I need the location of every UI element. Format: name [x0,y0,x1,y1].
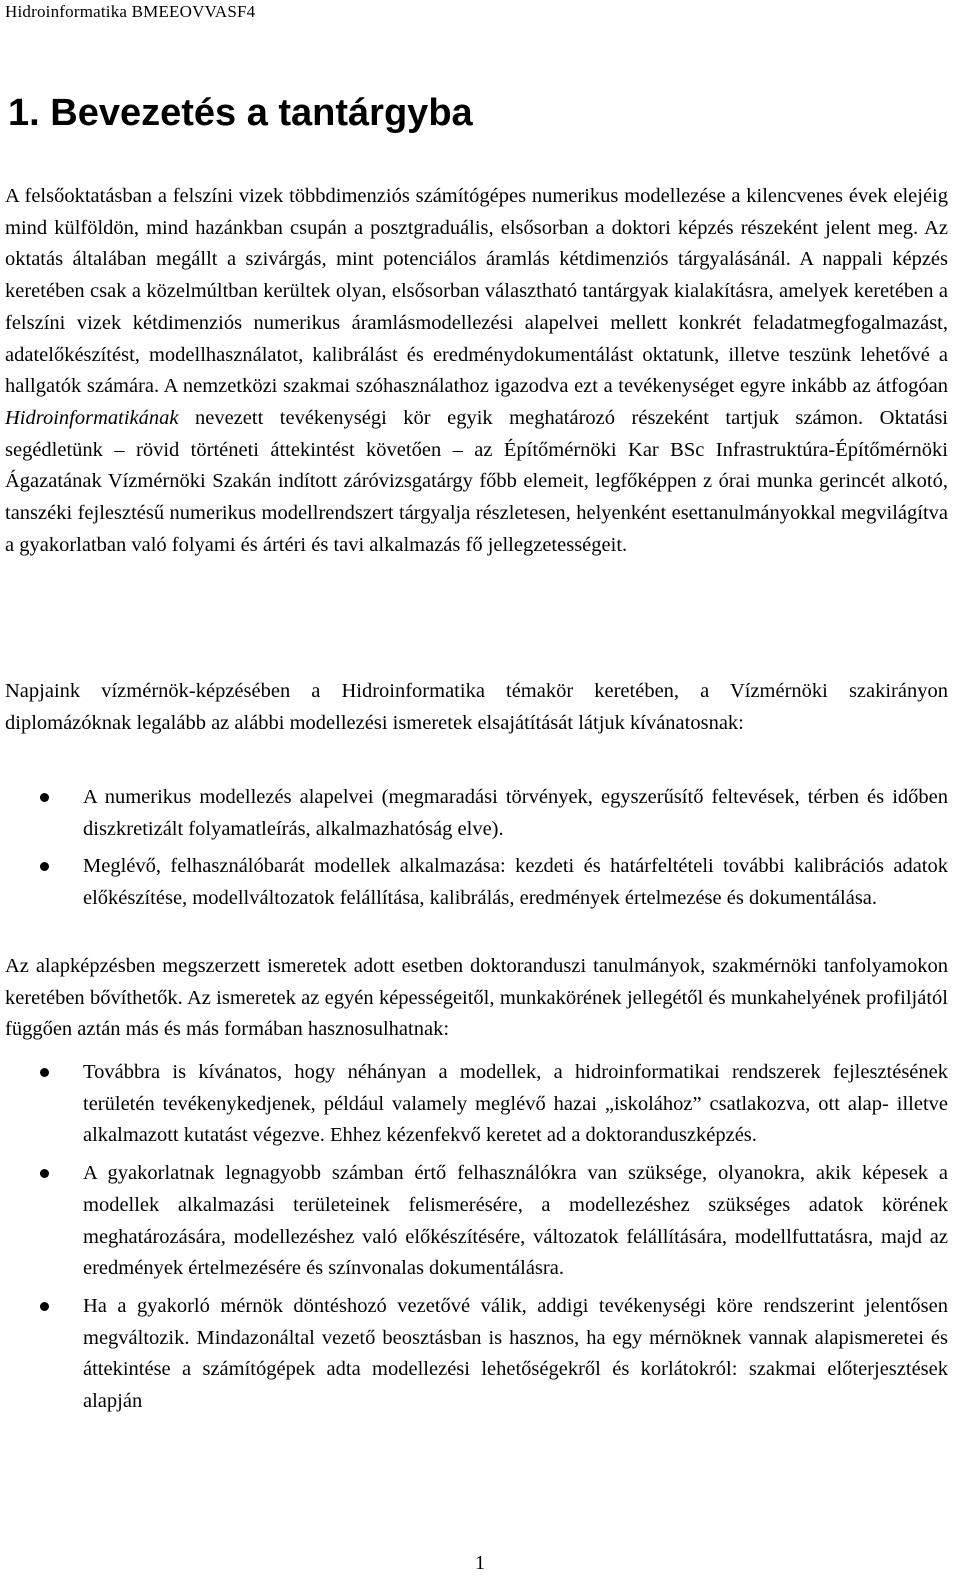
intro-paragraph-italic-term: Hidroinformatikának [5,406,179,429]
bullet-icon [40,793,49,802]
intro-paragraph [5,181,948,561]
chapter-title: 1. Bevezetés a tantárgyba [8,92,473,134]
career-paths-list [0,1057,948,1424]
list-item [0,1158,948,1285]
list-item-text: Ha a gyakorló mérnök döntéshozó vezetővé válik, addigi tevékenységi köre rendszerint jelentősen megváltozik. Mindazonáltal vezető beosztásban is hasznos, ha egy mérnöknek vannak alapismeretei és áttekintése a számítógépek adta modellezési lehetőségekről és korlátokról: szakmai előterjesztések alapján [83,1294,948,1413]
list-item [0,851,948,914]
list-item-text: A numerikus modellezés alapelvei (megmaradási törvények, egyszerűsítő feltevések, térben és időben diszkretizált folyamatleírás, alkalmazhatóság elve). [83,786,948,840]
requirements-paragraph: Napjaink vízmérnök-képzésében a Hidroinformatika témakör keretében, a Vízmérnöki szakirányon diplomázóknak legalább az alábbi modellezési ismeretek elsajátítását látjuk kívánatosnak: [5,680,948,734]
page-number: 1 [475,1552,485,1574]
bullet-icon [40,862,49,871]
bullet-icon [40,1169,49,1178]
list-item [0,1057,948,1152]
intro-paragraph-part1: A felsőoktatásban a felszíni vizek többdimenziós számítógépes numerikus modellezése a kilencvenes évek elejéig mind külföldön, mind hazánkban csupán a posztgraduális, elsősorban a doktori képzés részeként jelent meg. Az oktatás általában megállt a szivárgás, mint potenciálos áramlás kétdimenziós tárgyalásánál. A nappali képzés keretében csak a közelmúltban kerültek olyan, elsősorban választható tantárgyak kialakításra, amelyek keretében a felszíni vizek kétdimenziós numerikus áramlásmodellezési alapelvei mellett konkrét feladatmegfogalmazást, adatelőkészítést, modellhasználatot, kalibrálást és eredménydokumentálást oktatunk, illetve teszünk lehetővé a hallgatók számára. A nemzetközi szakmai szóhasználathoz igazodva ezt a tevékenységet egyre inkább az átfogóan [5,185,948,398]
bullet-icon [40,1302,49,1311]
list-item-text: A gyakorlatnak legnagyobb számban értő felhasználókra van szüksége, olyanokra, akik képesek a modellek alkalmazási területeinek felismerésére, a modellezéshez szükséges adatok körének meghatározására, modellezéshez való előkészítésére, változatok felállítására, modellfuttatásra, majd az eredmények értelmezésére és színvonalas dokumentálásra. [83,1162,948,1280]
intro-paragraph-part2: nevezett tevékenységi kör egyik meghatározó részeként tartjuk számon. Oktatási segédletünk – rövid történeti áttekintést követően – az Építőmérnöki Kar BSc Infrastruktúra-Építőmérnöki Ágazatának Vízmérnöki Szakán indított záróvizsgatárgy főbb elemeit, legfőképpen z órai munka gerincét alkotó, tanszéki fejlesztésű numerikus modellrendszert tárgyalja részletesen, helyenként esettanulmányokkal megvilágítva a gyakorlatban való folyami és ártéri és tavi alkalmazás fő jellegzetességeit. [5,406,948,556]
list-item [0,1291,948,1418]
modeling-knowledge-list [0,782,948,921]
list-item-text: Továbbra is kívánatos, hogy néhányan a modellek, a hidroinformatikai rendszerek fejlesztésének területén tevékenykedjenek, például valamely meglévő hazai „iskolához” csatlakozva, ott alap- illetve alkalmazott kutatást végezve. Ehhez kézenfekvő keretet ad a doktoranduszképzés. [83,1061,948,1147]
career-paragraph: Az alapképzésben megszerzett ismeretek adott esetben doktoranduszi tanulmányok, szakmérnöki tanfolyamokon keretében bővíthetők. Az ismeretek az egyén képességeitől, munkakörének jellegétől és munkahelyének profiljától függően aztán más és más formában hasznosulhatnak: [5,955,948,1041]
page-header: Hidroinformatika BMEEOVVASF4 [5,2,256,21]
list-item-text: Meglévő, felhasználóbarát modellek alkalmazása: kezdeti és határfeltételi további kalibrációs adatok előkészítése, modellváltozatok felállítása, kalibrálás, eredmények értelmezése és dokumentálása. [83,855,948,910]
list-item [0,782,948,845]
bullet-icon [40,1068,49,1077]
